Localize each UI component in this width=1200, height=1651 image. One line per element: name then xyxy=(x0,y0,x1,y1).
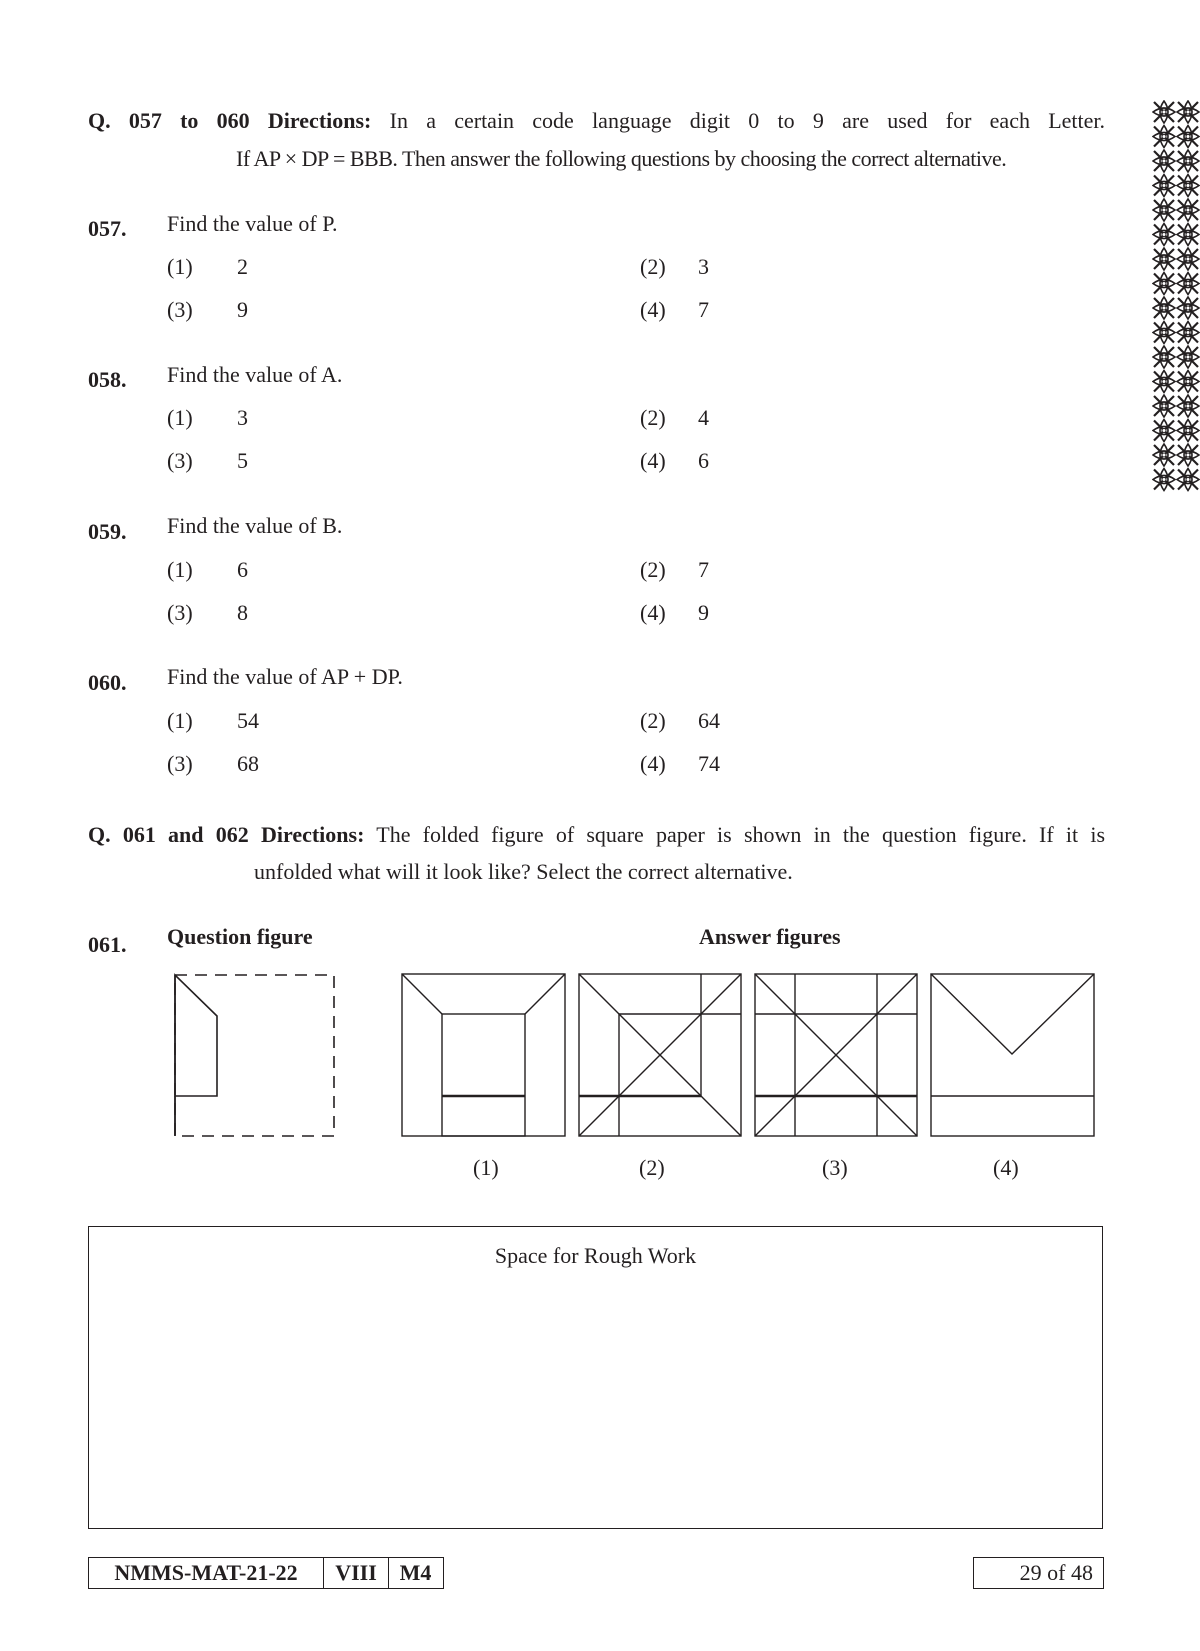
option-number: (2) xyxy=(640,254,666,279)
option-value: 3 xyxy=(698,254,709,279)
question-number: 060. xyxy=(88,670,127,695)
directions-prefix: Q. 061 and 062 xyxy=(88,822,249,847)
answer-label: (4) xyxy=(993,1155,1019,1180)
question-number: 061. xyxy=(88,932,127,957)
option-number: (2) xyxy=(640,557,666,582)
question-figure-label: Question figure xyxy=(167,924,313,949)
option-value: 9 xyxy=(237,297,248,322)
footer-page-number: 29 of 48 xyxy=(973,1557,1104,1589)
option-value: 6 xyxy=(698,448,709,473)
option-number: (3) xyxy=(167,751,193,776)
option-value: 2 xyxy=(237,254,248,279)
question-figure xyxy=(170,970,346,1140)
directions-line-2: If AP × DP = BBB. Then answer the following questions by choosing the correct alternative. xyxy=(236,146,1007,171)
option-value: 8 xyxy=(237,600,248,625)
option-value: 9 xyxy=(698,600,709,625)
answer-figure-4 xyxy=(929,972,1097,1138)
option-number: (1) xyxy=(167,557,193,582)
option-number: (3) xyxy=(167,600,193,625)
decorative-border-pattern xyxy=(1152,100,1200,492)
option-value: 68 xyxy=(237,751,259,776)
directions-block-2 xyxy=(88,822,1105,848)
question-text: Find the value of A. xyxy=(167,362,343,387)
option-number: (3) xyxy=(167,297,193,322)
option-value: 3 xyxy=(237,405,248,430)
directions-block-1 xyxy=(88,108,1105,134)
rough-work-box xyxy=(88,1226,1103,1529)
directions-line-2: unfolded what will it look like? Select the correct alternative. xyxy=(254,859,793,884)
option-number: (4) xyxy=(640,751,666,776)
directions-prefix: Q. 057 to 060 xyxy=(88,108,250,133)
directions-label: Directions: xyxy=(267,108,372,133)
question-number: 058. xyxy=(88,367,127,392)
question-text: Find the value of AP + DP. xyxy=(167,664,403,689)
option-number: (1) xyxy=(167,254,193,279)
rough-work-label: Space for Rough Work xyxy=(494,1243,697,1268)
footer-code-box xyxy=(88,1557,444,1589)
option-number: (3) xyxy=(167,448,193,473)
footer-exam-code: NMMS-MAT-21-22 xyxy=(89,1558,324,1588)
answer-figure-3 xyxy=(753,972,919,1138)
option-value: 74 xyxy=(698,751,720,776)
option-number: (1) xyxy=(167,708,193,733)
option-number: (4) xyxy=(640,600,666,625)
answer-figure-2 xyxy=(577,972,743,1138)
answer-label: (1) xyxy=(473,1155,499,1180)
answer-figures-label: Answer figures xyxy=(699,924,841,949)
option-number: (2) xyxy=(640,405,666,430)
question-text: Find the value of B. xyxy=(167,513,343,538)
directions-label: Directions: xyxy=(260,822,365,847)
option-value: 6 xyxy=(237,557,248,582)
option-value: 5 xyxy=(237,448,248,473)
option-number: (1) xyxy=(167,405,193,430)
question-number: 057. xyxy=(88,216,127,241)
question-number: 059. xyxy=(88,519,127,544)
option-value: 64 xyxy=(698,708,720,733)
answer-label: (3) xyxy=(822,1155,848,1180)
directions-line-1: The folded figure of square paper is shown in the question figure. If it is xyxy=(376,822,1106,847)
option-value: 4 xyxy=(698,405,709,430)
question-text: Find the value of P. xyxy=(167,211,338,236)
option-value: 54 xyxy=(237,708,259,733)
option-number: (4) xyxy=(640,448,666,473)
option-value: 7 xyxy=(698,557,709,582)
footer-set: M4 xyxy=(399,1560,432,1585)
answer-label: (2) xyxy=(639,1155,665,1180)
option-value: 7 xyxy=(698,297,709,322)
option-number: (4) xyxy=(640,297,666,322)
directions-line-1: In a certain code language digit 0 to 9 are used for each Letter. xyxy=(389,108,1106,133)
footer-class: VIII xyxy=(324,1558,389,1588)
answer-figure-1 xyxy=(400,972,568,1138)
option-number: (2) xyxy=(640,708,666,733)
